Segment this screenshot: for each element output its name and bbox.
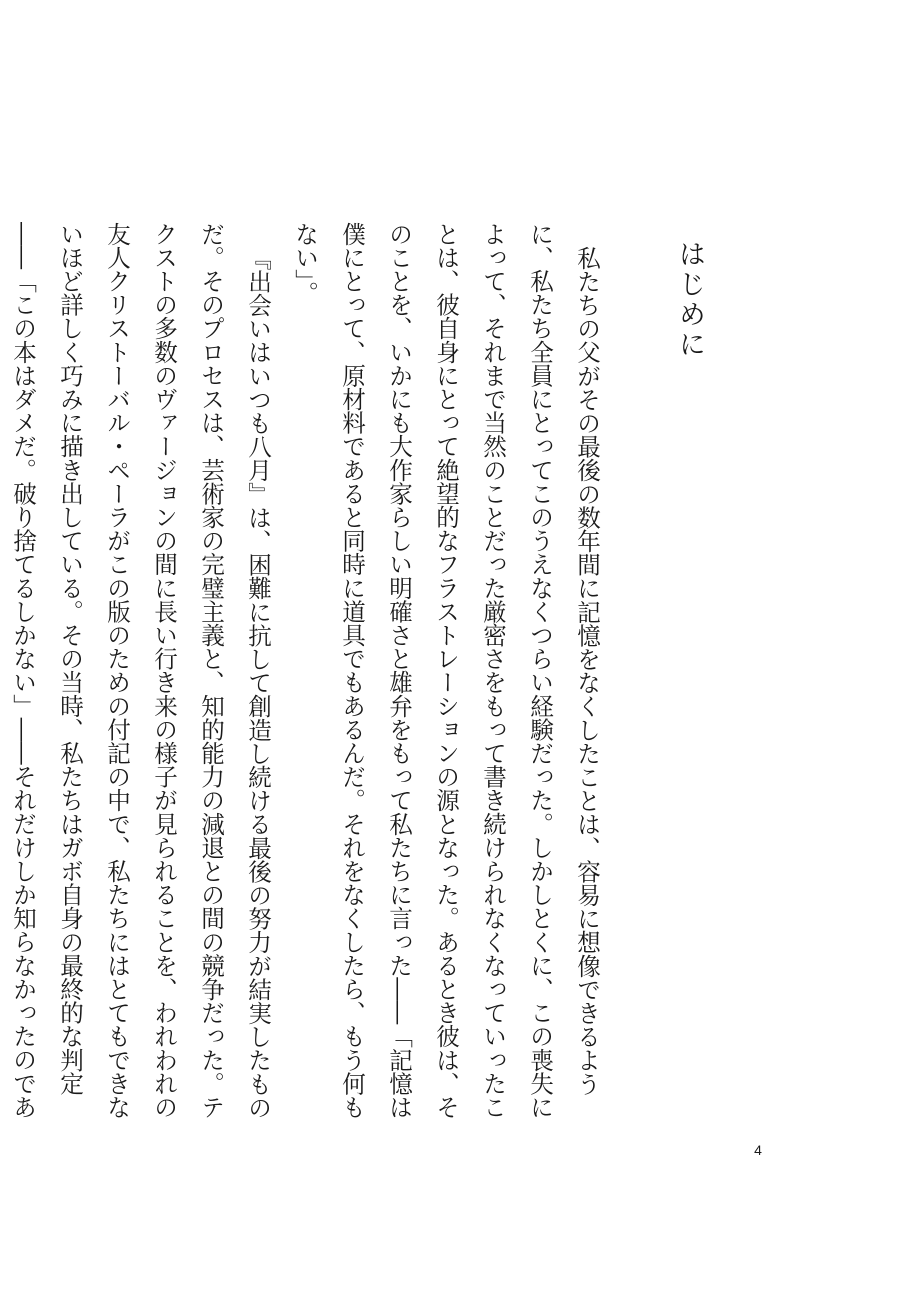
page-number: 4 [754, 1142, 762, 1158]
paragraph-1: 私たちの父がその最後の数年間に記憶をなくしたことは、容易に想像できるように、私たち全員にとってこのうえなくつらい経験だった。しかしとくに、この喪失によって、それまで当然のことだった厳密さをもって書き続けられなくなっていったことは、彼自身にとって絶望的なフラストレーションの源となった。あるとき彼は、そのことを、いかにも大作家らしい明確さと雄弁をもって私たちに言った――「記憶は僕にとって、原材料であると同時に道具でもあるんだ。それをなくしたら、もう何もない」。 [291, 222, 601, 1119]
body-text [9, 222, 610, 1122]
paragraph-2: 『出会いはいつも八月』は、困難に抗して創造し続ける最後の努力が結実したものだ。そのプロセスは、芸術家の完璧主義と、知的能力の減退との間の競争だった。テクストの多数のヴァージョンの間に長い行き来の様子が見られることを、われわれの友人クリストーバル・ペーラがこの版のための付記の中で、私たちにはとてもできないほど詳しく巧みに描き出している。その当時、私たちはガボ自身の最終的な判定――「この本はダメだ。破り捨てるしかない」――それだけしか知らなかったのであ [9, 222, 272, 1119]
chapter-title: はじめに [674, 240, 705, 360]
